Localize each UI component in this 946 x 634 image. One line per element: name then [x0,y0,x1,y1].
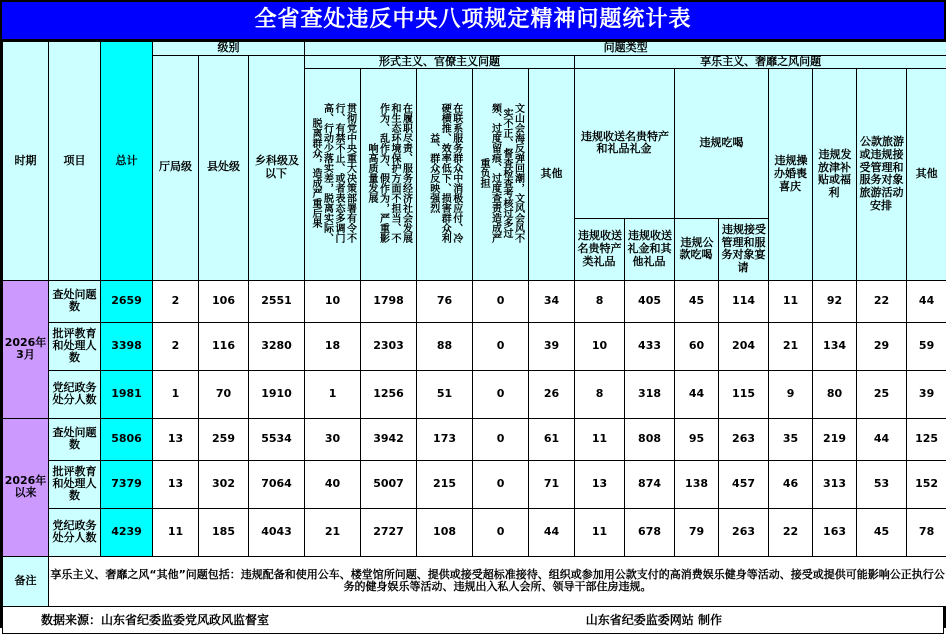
cell-formalism: 2303 [361,322,417,370]
col-header-formalism-2: 在履职尽责、服务经济社会发展和生态环境保护方面不担当、不作为、乱作为、假作为，严重影响高质量发展 [361,68,417,280]
cell-hedonism: 59 [907,322,946,370]
cell-formalism: 173 [417,418,473,460]
cell-level: 259 [199,418,249,460]
cell-formalism: 0 [473,280,529,322]
cell-hedonism: 53 [857,460,907,508]
cell-hedonism: 13 [575,460,625,508]
group-header-problem-type: 问题类型 [305,42,946,55]
cell-hedonism: 163 [813,508,857,556]
cell-total: 2659 [101,280,153,322]
col-header-formalism-3: 在联系服务群众中消极应付、冷硬横推、效率低下、损害群众利益、群众反映强烈 [417,68,473,280]
cell-formalism: 51 [417,370,473,418]
col-header-hedonism-banquet-public: 违规公款吃喝 [675,218,719,280]
table-row [3,508,946,556]
cell-hedonism: 95 [675,418,719,460]
cell-hedonism: 678 [625,508,675,556]
cell-level: 116 [199,322,249,370]
cell-hedonism: 219 [813,418,857,460]
cell-hedonism: 125 [907,418,946,460]
cell-formalism: 71 [529,460,575,508]
cell-level: 2551 [249,280,305,322]
cell-level: 2 [153,322,199,370]
cell-total: 3398 [101,322,153,370]
col-header-item: 项目 [49,42,101,281]
group-header-level: 级别 [153,42,305,55]
cell-formalism: 30 [305,418,361,460]
cell-hedonism: 433 [625,322,675,370]
cell-total: 1981 [101,370,153,418]
cell-hedonism: 8 [575,370,625,418]
col-header-hedonism-gifts-specialty: 违规收送名贵特产类礼品 [575,218,625,280]
cell-level: 302 [199,460,249,508]
cell-hedonism: 405 [625,280,675,322]
cell-formalism: 18 [305,322,361,370]
cell-level: 2 [153,280,199,322]
cell-formalism: 76 [417,280,473,322]
cell-hedonism: 115 [719,370,769,418]
col-header-period: 时期 [3,42,49,281]
item-label: 批评教育和处理人数 [49,322,101,370]
cell-total: 7379 [101,460,153,508]
table-row [3,460,946,508]
item-label: 查处问题数 [49,280,101,322]
data-source: 数据来源：山东省纪委监委党风政风监督室 [3,611,586,628]
cell-hedonism: 39 [907,370,946,418]
cell-formalism: 1 [305,370,361,418]
cell-formalism: 1256 [361,370,417,418]
col-header-hedonism-weddings: 违规操办婚喪喜庆 [769,68,813,280]
cell-hedonism: 21 [769,322,813,370]
cell-hedonism: 9 [769,370,813,418]
cell-hedonism: 22 [769,508,813,556]
cell-hedonism: 808 [625,418,675,460]
cell-formalism: 10 [305,280,361,322]
col-header-level-xian: 县处级 [199,55,249,280]
cell-hedonism: 35 [769,418,813,460]
cell-formalism: 26 [529,370,575,418]
cell-hedonism: 60 [675,322,719,370]
cell-formalism: 44 [529,508,575,556]
cell-formalism: 21 [305,508,361,556]
made-by: 山东省纪委监委网站 制作 [586,611,943,628]
header-row-1 [3,42,946,55]
cell-level: 1 [153,370,199,418]
cell-formalism: 0 [473,418,529,460]
statistics-table [2,41,946,607]
cell-hedonism: 263 [719,508,769,556]
cell-hedonism: 45 [675,280,719,322]
col-header-total: 总计 [101,42,153,281]
cell-hedonism: 8 [575,280,625,322]
cell-formalism: 39 [529,322,575,370]
col-header-hedonism-allowance: 违规发放津补贴或福利 [813,68,857,280]
cell-hedonism: 204 [719,322,769,370]
cell-hedonism: 263 [719,418,769,460]
cell-level: 11 [153,508,199,556]
cell-hedonism: 46 [769,460,813,508]
cell-formalism: 0 [473,322,529,370]
cell-hedonism: 457 [719,460,769,508]
cell-formalism: 215 [417,460,473,508]
cell-total: 4239 [101,508,153,556]
cell-formalism: 108 [417,508,473,556]
cell-hedonism: 92 [813,280,857,322]
cell-level: 4043 [249,508,305,556]
cell-hedonism: 11 [769,280,813,322]
cell-level: 13 [153,460,199,508]
table-row [3,370,946,418]
col-header-level-xiang: 乡科级及以下 [249,55,305,280]
item-label: 党纪政务处分人数 [49,508,101,556]
cell-hedonism: 10 [575,322,625,370]
period-label-2: 2026年以来 [3,418,49,556]
remark-label: 备注 [3,556,49,606]
col-header-hedonism-banquet-accept: 违规接受管理和服务对象宴请 [719,218,769,280]
cell-hedonism: 874 [625,460,675,508]
item-label: 党纪政务处分人数 [49,370,101,418]
cell-formalism: 3942 [361,418,417,460]
col-header-formalism-other: 其他 [529,68,575,280]
cell-formalism: 1798 [361,280,417,322]
col-header-hedonism-other: 其他 [907,68,946,280]
col-header-hedonism-banquet: 违规吃喝 [675,68,769,218]
cell-formalism: 40 [305,460,361,508]
cell-level: 3280 [249,322,305,370]
cell-hedonism: 45 [857,508,907,556]
cell-total: 5806 [101,418,153,460]
cell-hedonism: 138 [675,460,719,508]
cell-level: 106 [199,280,249,322]
table-row [3,418,946,460]
item-label: 查处问题数 [49,418,101,460]
cell-hedonism: 25 [857,370,907,418]
cell-hedonism: 11 [575,418,625,460]
cell-formalism: 2727 [361,508,417,556]
cell-hedonism: 152 [907,460,946,508]
col-header-hedonism-gifts: 违规收送名贵特产和礼品礼金 [575,68,675,218]
cell-hedonism: 44 [675,370,719,418]
cell-hedonism: 318 [625,370,675,418]
cell-hedonism: 44 [907,280,946,322]
cell-hedonism: 313 [813,460,857,508]
cell-formalism: 0 [473,370,529,418]
table-row [3,322,946,370]
footer [2,607,944,634]
cell-hedonism: 79 [675,508,719,556]
cell-hedonism: 80 [813,370,857,418]
remark-row [3,556,946,606]
period-label-1: 2026年3月 [3,280,49,418]
cell-level: 13 [153,418,199,460]
cell-hedonism: 29 [857,322,907,370]
col-header-level-ting: 厅局级 [153,55,199,280]
cell-hedonism: 44 [857,418,907,460]
cell-formalism: 88 [417,322,473,370]
col-header-hedonism-gifts-cash: 违规收送礼金和其他礼品 [625,218,675,280]
cell-formalism: 5007 [361,460,417,508]
cell-hedonism: 114 [719,280,769,322]
page-title: 全省查处违反中央八项规定精神问题统计表 [2,2,944,41]
cell-hedonism: 134 [813,322,857,370]
col-header-formalism-4: 文山会海反弹回潮，文风会风不实不正、督查检查考核过多过频、过度留痕、过度查责造成严重负担 [473,68,529,280]
item-label: 批评教育和处理人数 [49,460,101,508]
cell-level: 70 [199,370,249,418]
cell-formalism: 61 [529,418,575,460]
table-row [3,280,946,322]
group-header-formalism: 形式主义、官僚主义问题 [305,55,575,68]
cell-hedonism: 78 [907,508,946,556]
group-header-hedonism: 享乐主义、奢靡之风问题 [575,55,946,68]
cell-formalism: 0 [473,508,529,556]
cell-level: 5534 [249,418,305,460]
cell-level: 185 [199,508,249,556]
remark-text: 享乐主义、奢靡之风“其他”问题包括：违规配备和使用公车、楼堂馆所问题、提供或接受超标准接待、组织或参加用公款支付的高消费娱乐健身等活动、接受或提供可能影响公正执行公务的健身娱乐等活动、违规出入私人会所、领导干部住房违规。 [49,556,946,606]
cell-hedonism: 22 [857,280,907,322]
col-header-formalism-1: 贯彻党中央重大决策部署有令不行、有禁不止、或者表态多调门高、行动少落实差，脱离实际、脱离群众，造成严重后果 [305,68,361,280]
col-header-hedonism-travel: 公款旅游或违规接受管理和服务对象旅游活动安排 [857,68,907,280]
cell-formalism: 0 [473,460,529,508]
cell-hedonism: 11 [575,508,625,556]
cell-level: 1910 [249,370,305,418]
cell-formalism: 34 [529,280,575,322]
cell-level: 7064 [249,460,305,508]
